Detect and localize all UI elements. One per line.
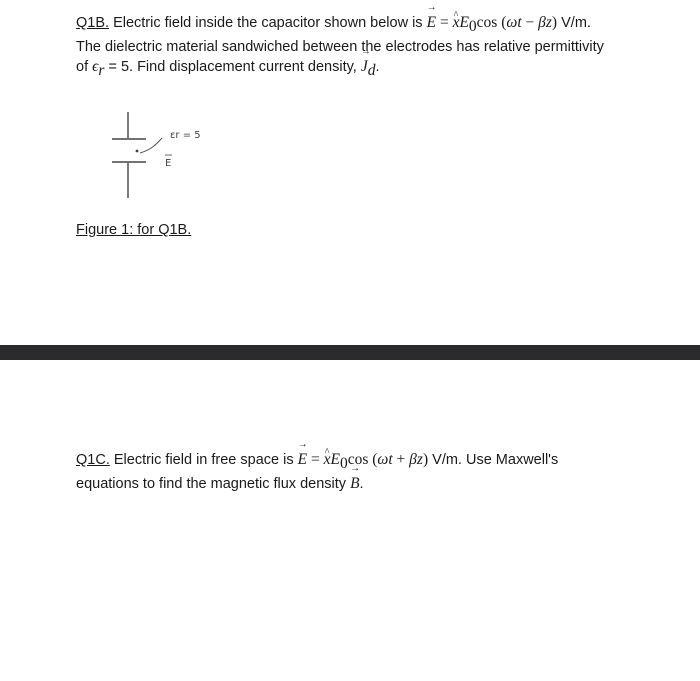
epsilon: ϵ bbox=[92, 57, 99, 75]
field-label: E bbox=[165, 158, 172, 169]
field-symbol: → E bbox=[298, 450, 307, 470]
unit-vector-x: ^ x bbox=[324, 450, 331, 470]
q1b-period: . bbox=[375, 58, 380, 75]
jd-subscript: d bbox=[367, 61, 376, 79]
equals-sign: = bbox=[307, 451, 324, 468]
q1c-line-1 bbox=[76, 450, 676, 474]
epsilon-subscript: r bbox=[98, 61, 105, 79]
q1b-label: Q1B. bbox=[76, 15, 110, 31]
time-var: t bbox=[388, 451, 393, 468]
phase-operator: + bbox=[392, 451, 410, 468]
phase-operator: − bbox=[521, 14, 539, 31]
unit-vector-x: ^ x bbox=[453, 13, 460, 33]
question-q1b bbox=[76, 13, 676, 81]
question-q1c bbox=[76, 450, 676, 494]
amplitude: E bbox=[330, 451, 340, 468]
cos-function: cos ( bbox=[476, 14, 507, 31]
q1b-line-2: The dielectric material sandwiched between the electrodes has relative permittivity bbox=[76, 38, 604, 55]
capacitor-diagram bbox=[100, 108, 230, 208]
q1b-line-1 bbox=[76, 13, 676, 37]
omega: ω bbox=[377, 451, 389, 468]
equals-sign: = bbox=[436, 14, 453, 31]
omega: ω bbox=[506, 14, 518, 31]
field-point bbox=[136, 150, 139, 153]
amplitude-subscript: 0 bbox=[339, 454, 348, 472]
pointer-line bbox=[140, 138, 162, 153]
magnetic-flux-symbol: → B bbox=[350, 474, 359, 494]
z-var: z bbox=[416, 451, 423, 468]
q1c-line-2 bbox=[76, 474, 676, 494]
field-symbol: → E bbox=[427, 13, 436, 33]
q1c-text-2: equations to find the magnetic flux density bbox=[76, 475, 351, 492]
unit-text: V/m. Use Maxwell's bbox=[428, 452, 559, 468]
q1b-line-3 bbox=[76, 57, 676, 81]
beta: β bbox=[409, 451, 417, 468]
displacement-current-symbol: → J bbox=[361, 57, 368, 77]
unit-text: V/m. bbox=[557, 15, 591, 31]
separator-band bbox=[0, 345, 700, 360]
cos-function: cos ( bbox=[347, 451, 378, 468]
q1b-text-find: = 5. Find displacement current density, bbox=[104, 58, 361, 75]
q1c-label: Q1C. bbox=[76, 452, 110, 468]
close-paren: ) bbox=[551, 14, 558, 31]
q1b-text-of: of bbox=[76, 58, 93, 75]
q1c-period: . bbox=[359, 475, 364, 492]
q1c-text: Electric field in free space is bbox=[109, 452, 298, 468]
figure-caption: Figure 1: for Q1B. bbox=[76, 222, 192, 238]
z-var: z bbox=[545, 14, 552, 31]
amplitude: E bbox=[459, 14, 469, 31]
beta: β bbox=[538, 14, 546, 31]
amplitude-subscript: 0 bbox=[468, 17, 477, 35]
time-var: t bbox=[517, 14, 522, 31]
q1b-text: Electric field inside the capacitor shown below is bbox=[109, 15, 427, 31]
close-paren: ) bbox=[422, 451, 429, 468]
permittivity-label: εr = 5 bbox=[170, 130, 201, 141]
